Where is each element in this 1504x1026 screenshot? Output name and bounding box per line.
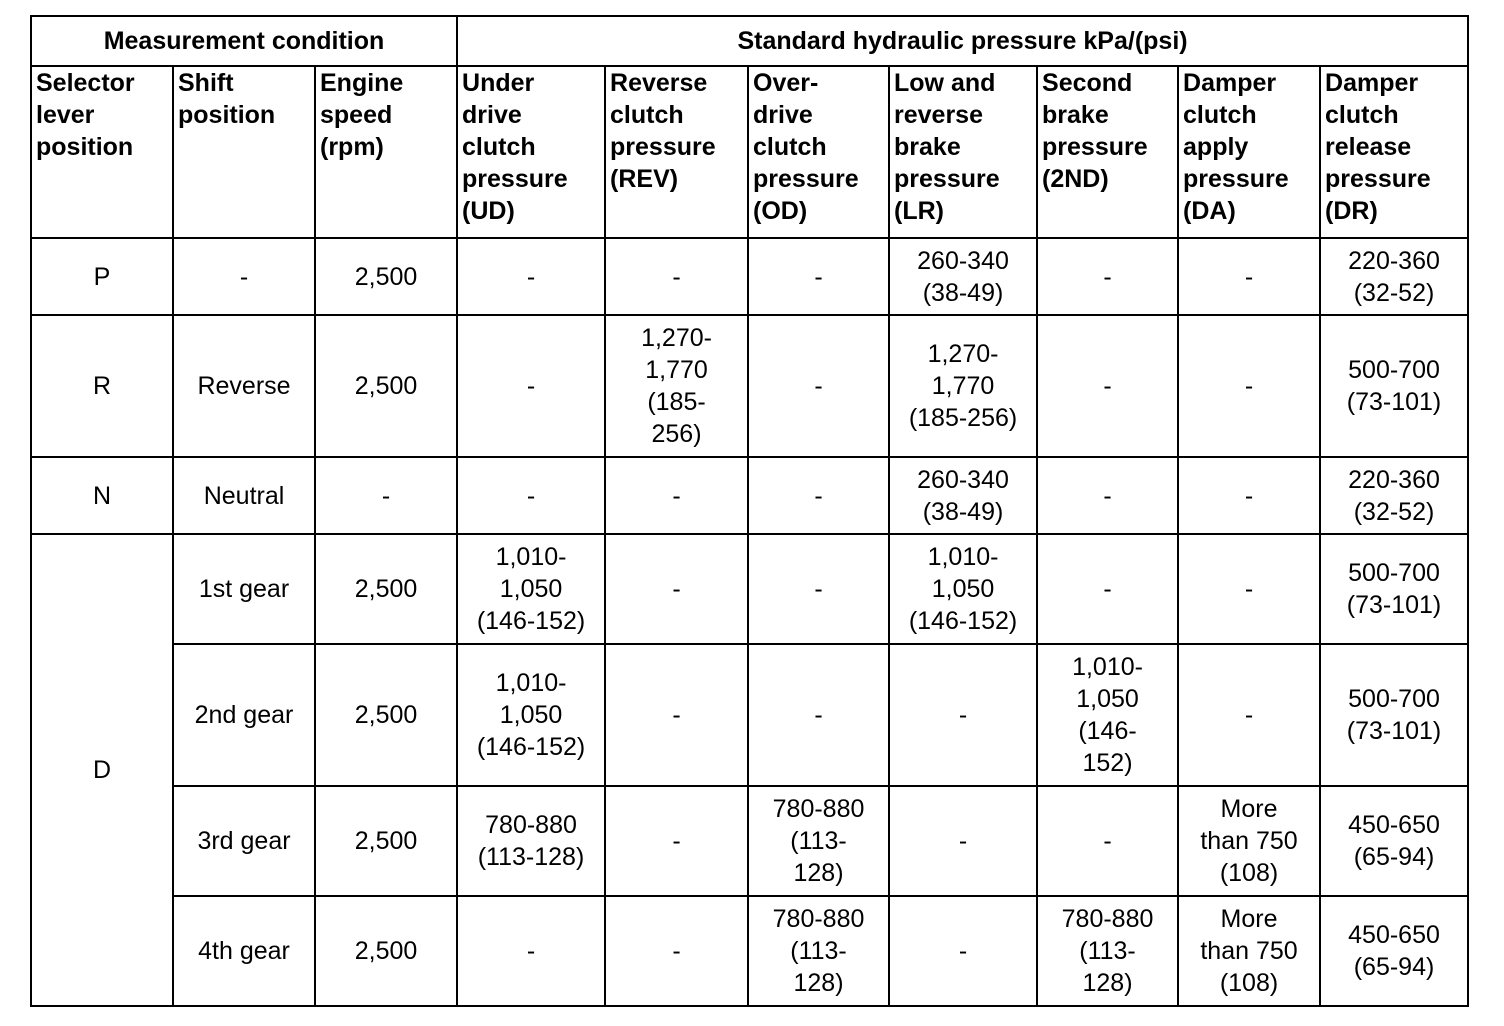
da-pressure-cell	[1178, 896, 1320, 1006]
second-brake-pressure-cell	[1037, 238, 1178, 315]
second-brake-pressure-cell	[1037, 644, 1178, 786]
second-brake-pressure-cell	[1037, 786, 1178, 896]
cell-value: -	[526, 262, 536, 291]
cell-value: -	[958, 937, 968, 965]
od-pressure-cell	[748, 534, 889, 644]
rev-pressure-header	[605, 66, 748, 238]
column-header-label: Selector lever position	[36, 69, 135, 161]
cell-value: 1st gear	[198, 575, 290, 603]
cell-value: -	[672, 701, 681, 729]
da-pressure-cell	[1178, 644, 1320, 786]
cell-value: More than 750 (108)	[1200, 905, 1298, 997]
column-header-label: Over- drive clutch pressure (OD)	[753, 69, 859, 225]
lr-pressure-cell	[889, 457, 1037, 534]
cell-value: 2,500	[354, 575, 418, 603]
cell-value: -	[381, 481, 391, 510]
cell-value: 780-880 (113- 128)	[772, 905, 865, 997]
cell-value: 2,500	[354, 701, 418, 729]
selector-lever-position-cell	[31, 457, 173, 534]
da-pressure-header	[1178, 66, 1320, 238]
rev-pressure-cell	[605, 315, 748, 457]
column-header-label: Second brake pressure (2ND)	[1042, 69, 1148, 193]
cell-value: -	[958, 827, 968, 855]
table-row	[31, 457, 1468, 534]
lr-pressure-cell	[889, 644, 1037, 786]
dr-pressure-cell	[1320, 315, 1468, 457]
column-header-label: Low and reverse brake pressure (LR)	[894, 69, 1000, 225]
lr-pressure-cell	[889, 238, 1037, 315]
shift-position-cell	[173, 786, 315, 896]
dr-pressure-cell	[1320, 786, 1468, 896]
ud-pressure-cell	[457, 315, 605, 457]
lr-pressure-header	[889, 66, 1037, 238]
cell-value: -	[1244, 575, 1254, 603]
cell-value: Neutral	[203, 481, 285, 510]
selector-value: R	[92, 372, 112, 400]
table-row	[31, 534, 1468, 644]
cell-value: -	[1103, 481, 1112, 510]
cell-value: 450-650 (65-94)	[1348, 921, 1440, 981]
cell-value: -	[672, 481, 681, 510]
group-header-row	[31, 16, 1468, 66]
da-pressure-cell	[1178, 786, 1320, 896]
measurement-condition-header: Measurement condition	[31, 16, 457, 66]
dr-pressure-cell	[1320, 457, 1468, 534]
column-header-label: Engine speed (rpm)	[320, 69, 404, 161]
cell-value: -	[672, 827, 681, 855]
lr-pressure-cell	[889, 896, 1037, 1006]
cell-value: 2nd gear	[194, 701, 294, 729]
shift-position-cell	[173, 896, 315, 1006]
second-brake-pressure-cell	[1037, 457, 1178, 534]
rev-pressure-cell	[605, 644, 748, 786]
cell-value: 1,270- 1,770 (185-256)	[908, 340, 1018, 432]
dr-pressure-header	[1320, 66, 1468, 238]
cell-value: 780-880 (113- 128)	[772, 795, 865, 887]
cell-value: -	[1103, 262, 1112, 291]
shift-position-cell	[173, 534, 315, 644]
dr-pressure-cell	[1320, 534, 1468, 644]
cell-value: -	[526, 481, 536, 510]
shift-position-cell	[173, 238, 315, 315]
ud-pressure-cell	[457, 534, 605, 644]
engine-speed-cell	[315, 457, 457, 534]
cell-value: 1,010- 1,050 (146-152)	[908, 543, 1018, 635]
od-pressure-cell	[748, 896, 889, 1006]
dr-pressure-cell	[1320, 644, 1468, 786]
od-pressure-cell	[748, 457, 889, 534]
cell-value: -	[814, 372, 823, 400]
engine-speed-cell	[315, 238, 457, 315]
second-brake-pressure-cell	[1037, 534, 1178, 644]
engine-speed-cell	[315, 896, 457, 1006]
cell-value: 260-340 (38-49)	[917, 246, 1009, 307]
da-pressure-cell	[1178, 315, 1320, 457]
cell-value: 2,500	[354, 827, 418, 855]
cell-value: -	[526, 937, 536, 965]
cell-value: -	[958, 701, 968, 729]
table-row	[31, 315, 1468, 457]
cell-value: 780-880 (113-128)	[477, 811, 585, 871]
rev-pressure-cell	[605, 457, 748, 534]
od-pressure-cell	[748, 315, 889, 457]
cell-value: -	[1244, 372, 1254, 400]
cell-value: -	[672, 937, 681, 965]
ud-pressure-cell	[457, 457, 605, 534]
cell-value: 500-700 (73-101)	[1346, 559, 1442, 619]
rev-pressure-cell	[605, 896, 748, 1006]
table-row	[31, 786, 1468, 896]
shift-position-cell	[173, 315, 315, 457]
rev-pressure-cell	[605, 786, 748, 896]
cell-value: -	[814, 575, 823, 603]
selector-value: D	[92, 756, 112, 784]
cell-value: -	[239, 262, 249, 291]
cell-value: 220-360 (32-52)	[1348, 246, 1440, 307]
dr-pressure-cell	[1320, 238, 1468, 315]
engine-speed-header	[315, 66, 457, 238]
da-pressure-cell	[1178, 534, 1320, 644]
engine-speed-cell	[315, 315, 457, 457]
column-header-label: Shift position	[178, 69, 276, 129]
lr-pressure-cell	[889, 786, 1037, 896]
table-body	[31, 238, 1468, 1006]
selector-value: P	[93, 262, 111, 291]
selector-lever-position-cell	[31, 534, 173, 1006]
cell-value: 1,010- 1,050 (146- 152)	[1072, 653, 1143, 777]
da-pressure-cell	[1178, 457, 1320, 534]
cell-value: 4th gear	[198, 937, 290, 965]
cell-value: -	[1244, 701, 1254, 729]
cell-value: 450-650 (65-94)	[1348, 811, 1440, 871]
od-pressure-cell	[748, 238, 889, 315]
cell-value: 260-340 (38-49)	[917, 465, 1009, 526]
engine-speed-cell	[315, 534, 457, 644]
column-header-label: Under drive clutch pressure (UD)	[462, 69, 568, 225]
second-brake-pressure-cell	[1037, 315, 1178, 457]
od-pressure-cell	[748, 786, 889, 896]
cell-value: 780-880 (113- 128)	[1061, 905, 1154, 997]
cell-value: -	[1103, 575, 1112, 603]
cell-value: 1,010- 1,050 (146-152)	[476, 669, 586, 761]
ud-pressure-cell	[457, 238, 605, 315]
cell-value: 2,500	[354, 937, 418, 965]
cell-value: -	[1244, 262, 1254, 291]
column-header-row	[31, 66, 1468, 238]
cell-value: -	[1244, 481, 1254, 510]
cell-value: -	[1103, 827, 1112, 855]
selector-lever-position-cell	[31, 238, 173, 315]
ud-pressure-cell	[457, 786, 605, 896]
cell-value: -	[814, 262, 823, 291]
od-pressure-header	[748, 66, 889, 238]
selector-lever-position-cell	[31, 315, 173, 457]
od-pressure-cell	[748, 644, 889, 786]
standard-pressure-header: Standard hydraulic pressure kPa/(psi)	[457, 16, 1468, 66]
cell-value: 220-360 (32-52)	[1348, 465, 1440, 526]
cell-value: 1,270- 1,770 (185- 256)	[641, 324, 712, 448]
cell-value: Reverse	[197, 372, 291, 400]
cell-value: -	[672, 262, 681, 291]
column-header-label: Reverse clutch pressure (REV)	[610, 69, 716, 193]
selector-lever-position-header	[31, 66, 173, 238]
shift-position-cell	[173, 457, 315, 534]
table-row	[31, 644, 1468, 786]
shift-position-cell	[173, 644, 315, 786]
rev-pressure-cell	[605, 534, 748, 644]
dr-pressure-cell	[1320, 896, 1468, 1006]
cell-value: 500-700 (73-101)	[1346, 356, 1442, 416]
second-brake-pressure-header	[1037, 66, 1178, 238]
cell-value: -	[526, 372, 536, 400]
cell-value: 2,500	[354, 372, 418, 400]
cell-value: More than 750 (108)	[1200, 795, 1298, 887]
da-pressure-cell	[1178, 238, 1320, 315]
cell-value: -	[1103, 372, 1112, 400]
column-header-label: Damper clutch release pressure (DR)	[1325, 69, 1431, 225]
rev-pressure-cell	[605, 238, 748, 315]
ud-pressure-cell	[457, 896, 605, 1006]
lr-pressure-cell	[889, 315, 1037, 457]
lr-pressure-cell	[889, 534, 1037, 644]
hydraulic-pressure-table	[30, 15, 1469, 1007]
cell-value: -	[814, 481, 823, 510]
cell-value: 1,010- 1,050 (146-152)	[476, 543, 586, 635]
ud-pressure-cell	[457, 644, 605, 786]
cell-value: 3rd gear	[197, 827, 291, 855]
engine-speed-cell	[315, 644, 457, 786]
selector-value: N	[92, 481, 112, 510]
cell-value: 500-700 (73-101)	[1346, 685, 1442, 745]
second-brake-pressure-cell	[1037, 896, 1178, 1006]
cell-value: -	[814, 701, 823, 729]
ud-pressure-header	[457, 66, 605, 238]
column-header-label: Damper clutch apply pressure (DA)	[1183, 69, 1289, 225]
table-row	[31, 238, 1468, 315]
table-row	[31, 896, 1468, 1006]
shift-position-header	[173, 66, 315, 238]
cell-value: 2,500	[354, 262, 418, 291]
cell-value: -	[672, 575, 681, 603]
engine-speed-cell	[315, 786, 457, 896]
